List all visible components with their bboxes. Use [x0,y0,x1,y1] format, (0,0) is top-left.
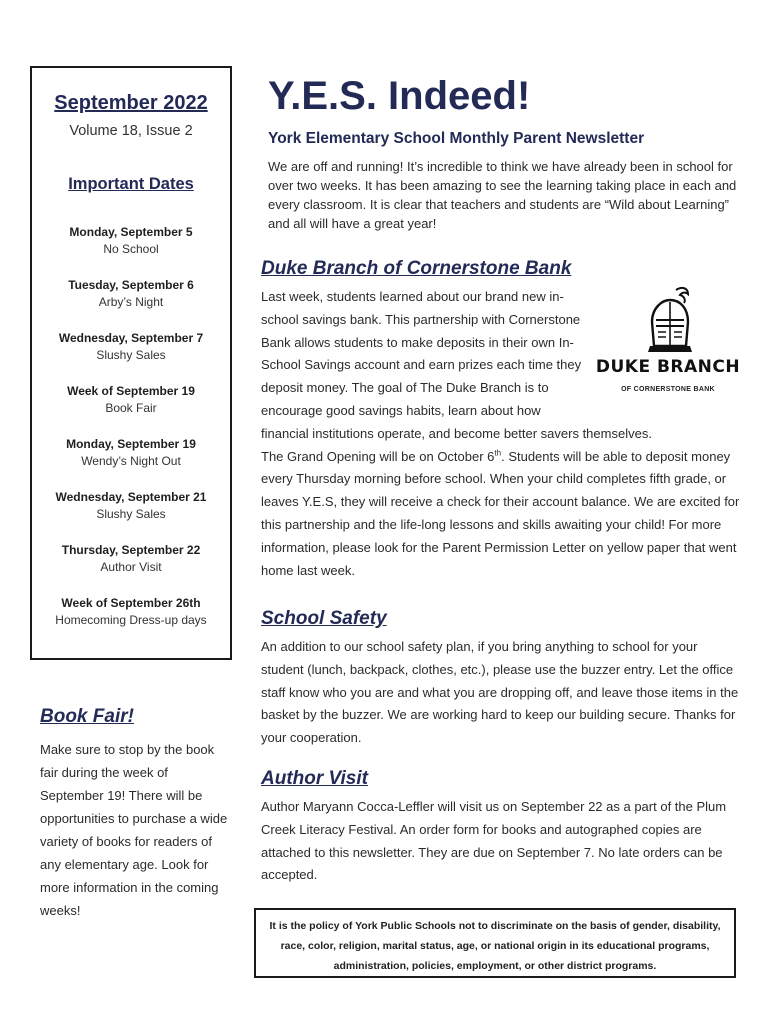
book-fair-section [40,706,235,922]
duke-branch-paragraph-2 [261,446,743,583]
date-entry [32,383,230,417]
duke-branch-paragraph-1: Last week, students learned about our brand new in-school savings bank. This partnership with Cornerstone Bank allows students to make deposits in their own In-School Savings account and earn prizes each time they deposit money. The goal of The Duke Branch is to encourage good savings habits, learn about how financial institutions operate, and become better savers themselves. [261,289,652,441]
date-entry [32,436,230,470]
date-day: Week of September 26th [61,596,201,610]
logo-title: DUKE BRANCH [595,357,741,377]
intro-paragraph: We are off and running! It’s incredible to think we have already been in school for over two weeks. It has been amazing to see the learning taking place in each and every classroom. It is clear that teachers and students are “Wild about Learning” and all will have a great year! [268,159,737,231]
ordinal-suffix: th [494,448,502,458]
important-dates-list [32,224,230,629]
date-event: Author Visit [100,560,162,574]
date-event: Homecoming Dress-up days [55,613,207,627]
date-entry [32,224,230,258]
author-visit-section [261,768,743,887]
knight-helmet-icon [636,286,700,354]
date-event: Wendy’s Night Out [81,454,181,468]
masthead [268,72,748,233]
grand-opening-text: The Grand Opening will be on October 6 [261,448,495,464]
newsletter-title: Y.E.S. Indeed! [268,74,531,118]
duke-branch-body [261,286,743,582]
nondiscrimination-policy-box: It is the policy of York Public Schools not to discriminate on the basis of gender, disability, race, color, religion, marital status, age, or national origin in its educational programs, administration, policies, employment, or other district programs. [254,908,736,978]
issue-volume: Volume 18, Issue 2 [69,123,193,139]
issue-month: September 2022 [54,92,208,114]
school-safety-section [261,608,743,750]
date-day: Wednesday, September 7 [58,331,204,345]
newsletter-subtitle: York Elementary School Monthly Parent Newsletter [268,130,645,147]
logo-subtitle: OF CORNERSTONE BANK [621,385,715,393]
author-visit-body: Author Maryann Cocca-Leffler will visit us on September 22 as a part of the Plum Creek Literacy Festival. An order form for books and autographed copies are attached to this newsletter. They are due on September 7. No late orders can be accepted. [261,799,727,883]
book-fair-heading: Book Fair! [40,706,134,727]
author-visit-heading: Author Visit [261,768,368,789]
date-day: Monday, September 5 [69,225,193,239]
date-entry [32,330,230,364]
duke-branch-logo [593,286,743,396]
school-safety-heading: School Safety [261,608,387,629]
date-day: Tuesday, September 6 [68,278,194,292]
date-entry [32,277,230,311]
date-day: Monday, September 19 [66,437,196,451]
date-day: Thursday, September 22 [61,543,201,557]
school-safety-body: An addition to our school safety plan, if you bring anything to school for your student (lunch, backpack, clothes, etc.), please use the buzzer entry. Let the office staff know who you are and what you are dropping off, and leave those items in the basket by the buzzer. We are working hard to keep our building secure. Thanks for your cooperation. [261,639,739,746]
date-event: Slushy Sales [96,348,166,362]
sidebar-box [30,66,232,660]
date-entry [32,489,230,523]
date-event: Arby’s Night [98,295,164,309]
date-event: Book Fair [105,401,157,415]
grand-opening-details: . Students will be able to deposit money every Thursday morning before school. When your child completes fifth grade, or leaves Y.E.S, they will receive a check for their account balance. We are excited for this partnership and the life-long lessons and skills awaiting your child! For more information, please look for the Parent Permission Letter on yellow paper that went home last week. [261,448,740,578]
date-event: No School [103,242,159,256]
duke-branch-section [261,258,743,582]
book-fair-text: Make sure to stop by the book fair during the week of September 19! There will be opportunities to purchase a wide variety of books for readers of any elementary age. Look for more information in the coming weeks! [40,742,228,918]
date-day: Week of September 19 [67,384,195,398]
date-day: Wednesday, September 21 [55,490,207,504]
date-entry [32,542,230,576]
duke-branch-heading: Duke Branch of Cornerstone Bank [261,258,572,279]
date-entry [32,595,230,629]
important-dates-heading: Important Dates [68,175,194,193]
date-event: Slushy Sales [96,507,166,521]
